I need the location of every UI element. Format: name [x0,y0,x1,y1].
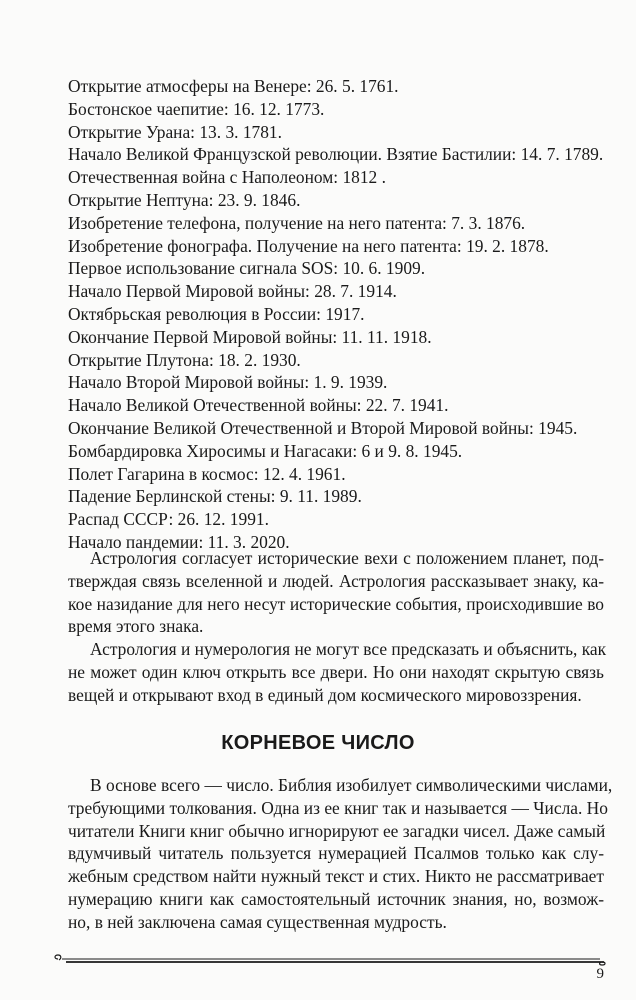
numerology-paragraph [68,638,607,706]
text-line: но, в ней заключена самая существенная мудрость. [68,911,447,932]
text-line: Астрология и нумерология не могут все предсказать и объяснить, как [90,639,607,659]
text-line: вдумчивый читатель пользуется нумерацией Псалмов только как слу- [68,843,604,864]
list-item: Распад СССР: 26. 12. 1991. [68,509,269,530]
list-item: Изобретение телефона, получение на него патента: 7. 3. 1876. [68,212,526,233]
text-line: Астрология согласует исторические вехи с положением планет, под- [90,548,604,568]
list-item: Окончание Великой Отечественной и Второй Мировой войны: 1945. [68,417,578,438]
list-item: Открытие Урана: 13. 3. 1781. [68,121,282,142]
list-item: Изобретение фонографа. Получение на него патента: 19. 2. 1878. [68,235,549,256]
text-line: не может один ключ открыть все двери. Но они находят скрытую связь [68,661,604,682]
list-item: Падение Берлинской стены: 9. 11. 1989. [68,486,362,507]
list-item: Открытие атмосферы на Венере: 26. 5. 1761. [68,76,399,96]
decorative-footer-rule [52,953,608,967]
page-number: 9 [596,966,604,982]
text-line: вещей и открывают вход в единый дом космического мировоззрения. [68,684,582,705]
section-heading: КОРНЕВОЕ ЧИСЛО [221,732,415,754]
list-item: Первое использование сигнала SOS: 10. 6. 1909. [68,258,426,279]
text-line: время этого знака. [68,616,204,637]
list-item: Начало Великой Отечественной войны: 22. 7. 1941. [68,395,449,416]
events-list [68,75,628,554]
list-item: Начало Великой Французской революции. Взятие Бастилии: 14. 7. 1789. [68,144,604,165]
text-line: кое назидание для него несут исторические события, происходившие во [68,593,604,614]
list-item: Октябрьская революция в России: 1917. [68,303,365,324]
astrology-paragraph [68,547,604,638]
list-item: Отечественная война с Наполеоном: 1812 . [68,167,386,188]
text-line: тверждая связь вселенной и людей. Астрология рассказывает знаку, ка- [68,570,604,591]
list-item: Открытие Плутона: 18. 2. 1930. [68,349,301,370]
list-item: Окончание Первой Мировой войны: 11. 11. 1918. [68,326,432,347]
text-line: жебным средством найти нужный текст и стих. Никто не рассматривает [68,866,604,887]
text-line: В основе всего — число. Библия изобилует символическими числами, [90,775,613,795]
list-item: Начало Первой Мировой войны: 28. 7. 1914. [68,281,397,302]
list-item: Бомбардировка Хиросимы и Нагасаки: 6 и 9. 8. 1945. [68,440,463,461]
list-item: Начало пандемии: 11. 3. 2020. [68,531,290,552]
text-line: требующими толкования. Одна из ее книг так и называется — Числа. Но [68,797,608,818]
list-item: Открытие Нептуна: 23. 9. 1846. [68,189,301,210]
list-item: Начало Второй Мировой войны: 1. 9. 1939. [68,372,388,393]
text-line: читатели Книги книг обычно игнорируют ее загадки чисел. Даже самый [68,820,606,841]
root-number-paragraph [68,774,613,934]
list-item: Полет Гагарина в космос: 12. 4. 1961. [68,463,346,484]
text-line: нумерацию книги как самостоятельный источник знания, но, возмож- [68,888,604,909]
list-item: Бостонское чаепитие: 16. 12. 1773. [68,98,325,119]
